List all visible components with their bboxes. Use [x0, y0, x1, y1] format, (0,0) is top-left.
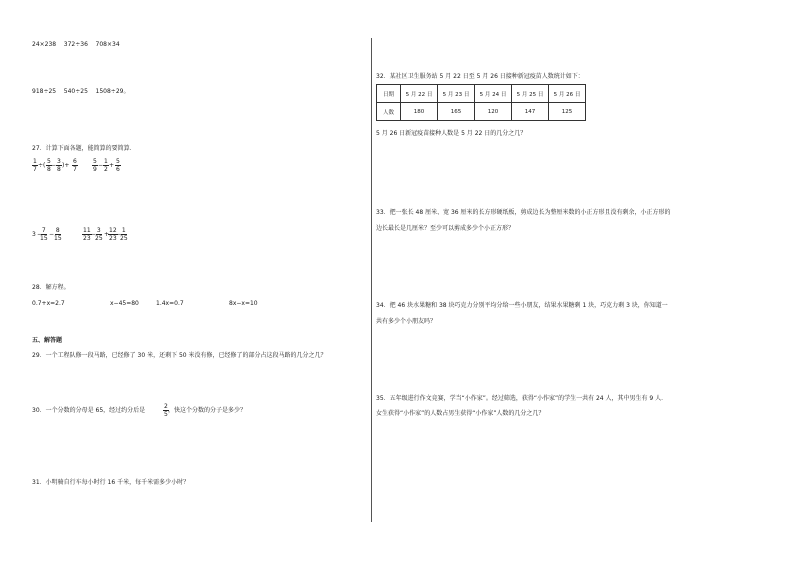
fraction: $\frac{3}{25}$ [95, 227, 103, 242]
vaccination-table [376, 84, 586, 121]
operator: − [49, 231, 55, 238]
operator: + [104, 231, 110, 238]
operand: 3 [32, 231, 36, 238]
fraction: $\frac{1}{2}$ [104, 158, 108, 173]
table-row-label: 人数 [377, 103, 401, 121]
q33-line-2: 边长最长是几厘米？至少可以剪成多少个小正方形？ [376, 225, 515, 232]
q34-line-2: 共有多少个小朋友吗？ [376, 318, 437, 325]
fraction: $\frac{5}{6}$ [116, 158, 120, 173]
calc-item: 1508÷29。 [95, 88, 130, 95]
table-cell: 165 [438, 103, 475, 121]
q31-text: 31．小明骑自行车每小时行 16 千米，每千米需多少小时？ [32, 479, 190, 486]
fraction: $\frac{1}{25}$ [120, 227, 128, 242]
fraction: $\frac{1}{7}$ [33, 158, 37, 173]
column-divider [371, 38, 372, 522]
calc-row-2 [32, 88, 129, 95]
calc-item: 708×34 [95, 41, 120, 48]
fraction: $\frac{5}{8}$ [47, 158, 51, 173]
fraction: $\frac{2}{5}$ [164, 403, 168, 418]
section-heading: 五、解答题 [32, 337, 63, 344]
equation: x−45=80 [110, 300, 139, 307]
fraction: $\frac{6}{7}$ [73, 158, 77, 173]
table-cell: 147 [512, 103, 549, 121]
q34-line-1: 34．把 46 块水果糖和 38 块巧克力分别平均分给一些小朋友，结果水果糖剩 1 块，巧克力剩 3 块，你知道一 [376, 302, 668, 309]
q35-line-1: 35．五年级进行作文竞赛，学当“小作家”。经过筛选，获得“小作家”的学生一共有 24 人，其中男生有 9 人． [376, 395, 668, 402]
equation: 1.4x=0.7 [156, 300, 184, 307]
fraction: $\frac{7}{15}$ [40, 227, 48, 242]
equation: 0.7+x=2.7 [32, 300, 65, 307]
q29-text: 29．一个工程队修一段马路，已经修了 30 米，还剩下 50 米没有修，已经修了的部分占这段马路的几分之几？ [32, 352, 327, 359]
q30-text-after: ，快这个分数的分子是多少？ [168, 407, 247, 414]
table-row [377, 103, 586, 121]
table-header-cell: 5 月 23 日 [438, 85, 475, 103]
q35-line-2: 女生获得“小作家”的人数占男生获得“小作家”人数的几分之几？ [376, 410, 545, 417]
table-header-cell: 日期 [377, 85, 401, 103]
fraction: $\frac{8}{15}$ [54, 227, 62, 242]
operator: − [117, 231, 123, 238]
table-header-cell: 5 月 25 日 [512, 85, 549, 103]
table-cell: 180 [401, 103, 438, 121]
q32-question: 5 月 26 日新冠疫苗接种人数是 5 月 22 日的几分之几？ [376, 130, 527, 137]
operator: ÷( [38, 162, 46, 169]
operator: − [37, 231, 43, 238]
fraction: $\frac{5}{9}$ [93, 158, 97, 173]
calc-item: 24×238 [32, 41, 57, 48]
calc-row-1 [32, 41, 120, 48]
fraction: $\frac{3}{8}$ [57, 158, 61, 173]
equation: 8x−x=10 [229, 300, 258, 307]
q28-title: 28．解方程。 [32, 284, 70, 291]
fraction: $\frac{12}{23}$ [109, 227, 117, 242]
calc-item: 372÷36 [63, 41, 88, 48]
table-header-cell: 5 月 26 日 [549, 85, 586, 103]
q30-text-before: 30．一个分数的分母是 65，经过约分后是 [32, 407, 146, 414]
table-row [377, 85, 586, 103]
table-cell: 120 [475, 103, 512, 121]
operator: + [109, 162, 115, 169]
operator: )+ [62, 162, 70, 169]
table-header-cell: 5 月 22 日 [401, 85, 438, 103]
table-header-cell: 5 月 24 日 [475, 85, 512, 103]
q32-title: 32．某社区卫生服务站 5 月 22 日至 5 月 26 日接种新冠疫苗人数统计如下： [376, 73, 584, 80]
q27-title: 27．计算下面各题，能简算的要简算． [32, 145, 136, 152]
operator: − [91, 231, 97, 238]
operator: − [51, 162, 57, 169]
operator: − [98, 162, 104, 169]
fraction: $\frac{11}{23}$ [83, 227, 91, 242]
calc-item: 540÷25 [63, 88, 88, 95]
q33-line-1: 33．把一张长 48 厘米、宽 36 厘米的长方形硬纸板，剪成边长为整厘米数的小正方形且没有剩余，小正方形的 [376, 209, 671, 216]
calc-item: 918÷25 [32, 88, 57, 95]
table-cell: 125 [549, 103, 586, 121]
